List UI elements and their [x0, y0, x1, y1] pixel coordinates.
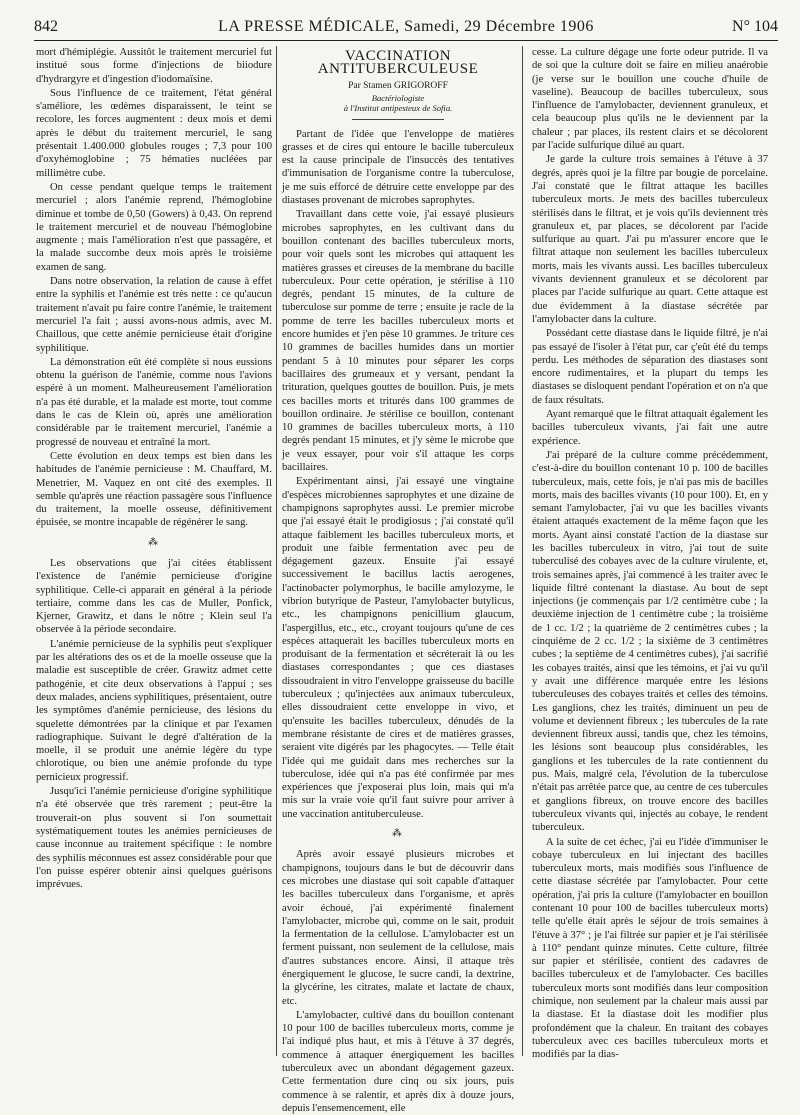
article-byline: Par Stamen GRIGOROFF: [348, 80, 448, 91]
column-divider: [276, 46, 277, 1056]
column-3: [532, 46, 768, 1062]
header-rule: [34, 40, 778, 41]
column-divider: [522, 46, 523, 1056]
column-2: [282, 46, 514, 1115]
article-title: VACCINATION ANTITUBERCULEUSE: [317, 48, 479, 78]
paragraph: Expérimentant ainsi, j'ai essayé une vingtaine d'espèces microbiennes saprophytes et une dizaine de champignons saprophytes aussi. Le premier microbe que j'ai essayé était le prodigiosus ; j'ai constaté qu'il attaque faiblement les bacilles tuberculeux morts, et produit une faible fermentation avec peu de dégagement gazeux. Ensuite j'ai essayé successivement le bacillus lactis aerogenes, l'actinobacter polymorphus, le bacille amylozyme, le vibrion butyrique de Pasteur, l'amylobacter butylicus, etc., les champignons penicillium glaucum, l'aspergillus, etc., etc., croyant toujours qu'une de ces espèces attaquerait les bacilles tuberculeux morts en produisant de la fermentation et sécréterait là ou les diastases correspondantes ; que ces diastases dissoudraient in vitro l'enveloppe graisseuse du bacille tuberculeux ; qu'injectées aux animaux tuberculeux, elles dissoudraient cette enveloppe in vivo, et qu'ensuite les bacilles tuberculeux, dénudés de la membrane résistante de cires et de matières grasses, seraient vite digérés par les phagocytes. — Telle était l'idée qui me guidait dans mes recherches sur la tuberculose, idée qui n'a pas été confirmée par mes expériences que j'exposerai plus loin, mais qui m'a mis sur la vraie voie qu'il faut suivre pour arriver à une vaccination antituberculeuse.: [282, 476, 514, 820]
author-affiliation: Bactériologiste: [371, 92, 425, 103]
author-affiliation: à l'Institut antipesteux de Sofia.: [343, 102, 453, 113]
paragraph: Partant de l'idée que l'enveloppe de matières grasses et de cires qui entoure le bacille tuberculeux est la cause principale de l'insuccès des tentatives d'immunisation de l'organisme contre la tuberculose, je me suis efforcé de détruire cette enveloppe par des diastases provenant de microbes saprophytes.: [282, 128, 514, 207]
running-header: [34, 18, 778, 40]
paragraph: L'anémie pernicieuse de la syphilis peut s'expliquer par les altérations des os et de la moelle osseuse que la maladie est susceptible de créer. Grawitz admet cette pathogénie, et cite deux observations à l'appui ; ses deux malades, anciens syphilitiques, présentaient, outre les symptômes d'anémie pernicieuse, des lésions du squelette démontrées par la clinique et par l'examen radiographique. Suivant le degré d'altération de la moelle, il se produit une anémie légère du type chlorotique, ou bien une anémie profonde du type pernicieux progressif.: [36, 638, 272, 783]
issue-number: N° 104: [732, 18, 778, 35]
paragraph: Ayant remarqué que le filtrat attaquait également les bacilles tuberculeux vivants, j'ai fait une autre expérience.: [532, 409, 768, 447]
paragraph: Je garde la culture trois semaines à l'étuve à 37 degrés, après quoi je la filtre par bougie de porcelaine. J'ai constaté que le filtrat attaque les bacilles tuberculeux morts. Je mets des bacilles tuberculeux stérilisés dans le filtrat, et je vois qu'ils deviennent très granuleux et, par places, se décolorent par l'acide sulfurique au quart. J'ai pu m'assurer encore que le filtrat attaque non seulement les bacilles tuberculeux morts, mais les vivants aussi. Les bacilles tuberculeux vivants deviennent granuleux et se décolorent par places par l'acide sulfurique au quart. Cette attaque est due évidemment à la diastase sécrétée par l'amylobacter dans la culture.: [532, 154, 768, 325]
paragraph: A la suite de cet échec, j'ai eu l'idée d'immuniser le cobaye tuberculeux en lui injectant des bacilles tuberculeux morts, mais modifiés sous l'influence de cette diastase sécrétée par l'amylobacter. Pour cette opération, j'ai pris la culture (l'amylobacter en bouillon contenant 10 pour 100 de bacilles tuberculeux morts) telle qu'elle était après le séjour de trois semaines à l'étuve à 37° ; je l'ai filtrée sur papier et je l'ai stérilisée à 110° pendant quinze minutes. Cette culture, filtrée sur papier et stérilisée, contient des cadavres de bacilles tuberculeux et de l'amylobacter. Ces bacilles tuberculeux morts sont modifiés dans leur composition chimique, non seulement par la chaleur mais aussi par la diastase. Et la diastase doit les modifier plus profondément que la chaleur. En traitant des cobayes tuberculeux avec ces bacilles tuberculeux morts et modifiés par la dias-: [532, 836, 768, 1061]
paragraph: mort d'hémiplégie. Aussitôt le traitement mercuriel fut institué sous forme d'injections de biiodure d'hydrargyre et d'ingestion d'iodomaïsine.: [36, 47, 272, 85]
paragraph: La démonstration eût été complète si nous eussions obtenu la guérison de l'anémie, comme nous l'avions espéré à un moment. Malheureusement l'amélioration n'a pas été durable, et la malade est morte, tout comme dans le cas de Klein où, après une amélioration considérable par le traitement mercuriel, l'anémie a progressé de nouveau et entraîné la mort.: [36, 356, 272, 448]
paragraph: Cette évolution en deux temps est bien dans les habitudes de l'anémie pernicieuse : M. Chauffard, M. Menetrier, M. Vaquez en ont cité des exemples. Il semble qu'après une réaction passagère sous l'influence du traitement, la moelle osseuse, définitivement épuisée, se montre incapable de régénérer le sang.: [36, 450, 272, 529]
title-rule: [352, 119, 445, 120]
paragraph: Les observations que j'ai citées établissent l'existence de l'anémie pernicieuse d'origine syphilitique. Celle-ci apparait en général à la période tertiaire, comme dans les cas de Muller, Ponfick, Kjerner, Grawitz, et dans le nôtre ; Klein seul l'a observée à la période secondaire.: [36, 557, 272, 636]
paragraph: L'amylobacter, cultivé dans du bouillon contenant 10 pour 100 de bacilles tuberculeux morts, comme je l'ai indiqué plus haut, et mis à l'étuve à 37 degrés, commence à attaquer énergiquement les bacilles tuberculeux avec un abondant dégagement gazeux. Cette fermentation dure cinq ou six jours, puis commence à se ralentir, et après dix à douze jours, depuis l'ensemencement, elle: [282, 1009, 514, 1114]
paragraph: Travaillant dans cette voie, j'ai essayé plusieurs microbes saprophytes, en les cultivant dans du bouillon contenant des bacilles tuberculeux morts, pour voir quels sont les microbes qui attaquent les matières grasses et cireuses de la membrane du bacille tuberculeux. Pour cette opération, je stérilise à 110 degrés, pendant 15 minutes, de la culture de tuberculose sur pomme de terre ; ensuite je racle de la pomme de terre les bacilles tuberculeux morts et encore humides et j'en pèse 10 grammes. Je triture ces 10 grammes de bacilles humides dans un mortier pendant 5 à 10 minutes pour séparer les corps bacillaires des grumeaux et y versant, pendant la trituration, quelques gouttes de bouillon. Puis, je mets ces bacilles morts et triturés dans 100 grammes de bouillon ordinaire. Je stérilise ce bouillon, contenant 10 grammes de bacilles tuberculeux morts, à 110 degrés pendant 15 minutes, et j'y sème le microbe que je veux essayer, pour voir s'il attaque les corps bacillaires.: [282, 209, 514, 474]
paragraph: Sous l'influence de ce traitement, l'état général s'améliore, les œdèmes disparaissent, le teint se recolore, les forces augmentent : deux mois et demi après le début du traitement mercuriel, le sang présentait 1.400.000 globules rouges ; 7,3 pour 100 d'oxyhémoglobine ; 75 hématies nucléées par millimètre cube.: [36, 87, 272, 179]
section-separator: ⁂: [148, 536, 160, 548]
paragraph: On cesse pendant quelque temps le traitement mercuriel ; alors l'anémie reprend, l'hémoglobine diminue et tombe de 0,50 (Gowers) à 0,43. On reprend le traitement mercuriel et de nouveau l'hémoglobine augmente ; mais l'amélioration n'est que passagère, et la malade succombe deux mois après le troisième examen de sang.: [36, 181, 272, 273]
paragraph: cesse. La culture dégage une forte odeur putride. Il va de soi que la culture doit se faire en milieu anaérobie (je verse sur le bouillon une couche d'huile de vaseline). Beaucoup de bacilles tuberculeux, sous l'influence de l'amylobacter, deviennent granuleux, et cela beaucoup plus qu'ils ne le deviennent par la chaleur ; par places, ils restent clairs et se décolorent par l'acide sulfurique dilué au quart.: [532, 47, 768, 152]
paragraph: Dans notre observation, la relation de cause à effet entre la syphilis et l'anémie est très nette : ce qu'aucun traitement n'avait pu faire contre l'anémie, le traitement mercuriel l'a fait ; aussi avons-nous admis, avec M. Chaillous, que cette anémie pernicieuse était d'origine syphilitique.: [36, 276, 272, 354]
column-1: [36, 46, 272, 891]
journal-title: LA PRESSE MÉDICALE, Samedi, 29 Décembre 1906: [218, 18, 594, 35]
paragraph: Possédant cette diastase dans le liquide filtré, je n'ai pas essayé de l'isoler à l'état pur, car ç'eût été du temps perdu. Les méthodes de séparation des diastases sont encore rudimentaires, et la plupart du temps les diastases se disloquent pendant l'opération et on n'a que de faux résultats.: [532, 328, 768, 406]
page-number: 842: [34, 18, 58, 35]
paragraph: Jusqu'ici l'anémie pernicieuse d'origine syphilitique n'a été observée que très rarement ; peut-être la trouverait-on plus souvent si l'on soumettait systématiquement toutes les anémies pernicieuses de cause inconnue au traitement spécifique : le nombre des syphilis méconnues est assez considérable pour que l'on puisse espérer obtenir ainsi quelques guérisons imprévues.: [36, 786, 272, 891]
paragraph: J'ai préparé de la culture comme précédemment, c'est-à-dire du bouillon contenant 10 p. 100 de bacilles tuberculeux, mais, cette fois, je n'ai pas mis de bacilles morts, mais des bacilles vivants (10 pour 100). Et, en y semant l'amylobacter, j'ai vu que les bacilles vivants étaient attaqués exactement de la même façon que les morts. Ayant ainsi constaté l'action de la diastase sur les bacilles tuberculeux in vitro, j'ai tout de suite tuberculisé des cobayes avec de la culture virulente, et, trois semaines après, j'ai commencé à les traiter avec le liquide filtré contenant la diastase. Au bout de sept injections (je commençais par 1/2 centimètre cube ; la deuxième injection de 1 centimètre cube ; la troisième de 1 cc. 1/2 ; la quatrième de 2 centimètres cubes ; la cinquième de 2 cc. 1/2 ; la sixième de 3 centimètres cubes ; la septième de 4 centimètres cubes), j'ai sacrifié les cobayes traités, ainsi que les témoins, et j'ai vu qu'il y avait une différence marquée entre les lésions tuberculeuses des cobayes traités et celles des témoins. Les ganglions, chez les traités, diminuent un peu de volume et deviennent fibreux ; les tubercules de la rate deviennent fibreux aussi, tandis que, chez les témoins, les lésions sont beaucoup plus considérables, les ganglions et les tubercules de la rate contiennent du pus. Mais, malgré cela, l'évolution de la tuberculose n'était pas arrêtée parce que, au centre de ces tubercules et ganglions fibreux, on trouve encore des bacilles tuberculeux vivants qui, injectés au cobaye, le rendent tuberculeux.: [532, 449, 769, 834]
paragraph: Après avoir essayé plusieurs microbes et champignons, toujours dans le but de découvrir dans ces microbes une diastase qui soit capable d'attaquer les bacilles tuberculeux dans l'organisme, et après avoir échoué, j'ai expérimenté finalement l'amylobacter, microbe qui, comme on le sait, produit la fermentation de la cellulose. L'amylobacter est un ferment puissant, non seulement de la cellulose, mais d'autres substances encore. Ainsi, il attaque très énergiquement le glucose, le sucre candi, la dextrine, la glycérine, les citrates, malate et lactate de chaux, etc.: [282, 849, 514, 1007]
section-separator: ⁂: [392, 828, 404, 840]
